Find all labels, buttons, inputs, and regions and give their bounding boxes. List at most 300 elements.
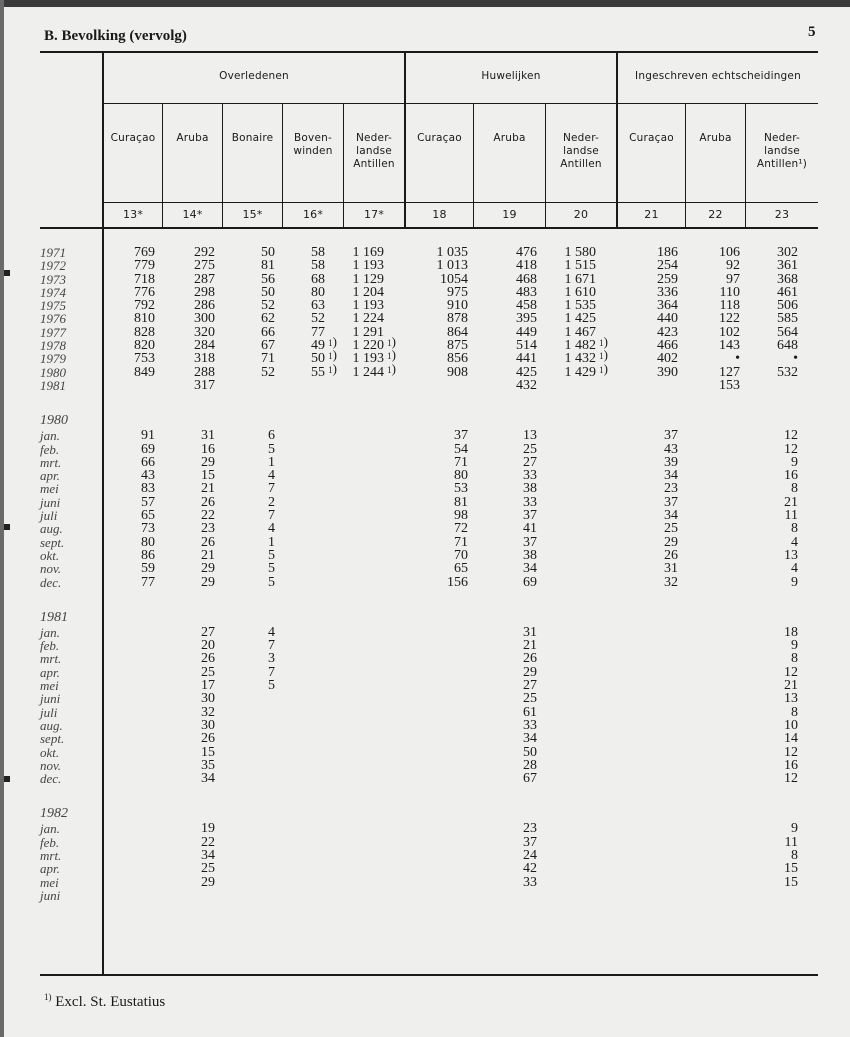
table-cell (545, 509, 616, 522)
table-cell: 42 (523, 861, 537, 877)
table-cell: 284 (194, 338, 215, 354)
table-cell: 80 (454, 468, 468, 484)
table-cell (545, 706, 616, 719)
table-cell: 26 (201, 651, 215, 667)
table-cell: 11 (784, 508, 798, 524)
row-label: 1972 (40, 258, 66, 274)
table-cell (343, 496, 404, 509)
row-label: juni (40, 887, 61, 903)
table-cell: 336 (657, 284, 678, 300)
table-cell: 31 (664, 561, 678, 577)
table-cell: 8 (791, 651, 798, 667)
row-label: mrt. (40, 847, 62, 863)
table-cell (102, 706, 162, 719)
footnote-ref: 1) (599, 334, 608, 350)
table-cell: 300 (194, 311, 215, 327)
table-cell: 849 (134, 364, 155, 380)
table-cell (102, 732, 162, 745)
table-cell: 35 (201, 757, 215, 773)
column-number: 18 (432, 208, 447, 221)
table-cell: 26 (201, 534, 215, 550)
table-cell: 9 (791, 574, 798, 590)
table-cell: 41 (523, 521, 537, 537)
table-cell (222, 719, 282, 732)
table-cell (685, 456, 745, 469)
footnote-ref: 1) (328, 334, 337, 350)
table-cell (102, 889, 162, 902)
table-cell (102, 639, 162, 652)
table-cell (282, 732, 343, 745)
table-cell: 1 467 (564, 324, 596, 340)
table-cell: 476 (516, 245, 537, 260)
table-cell (545, 876, 616, 889)
table-cell: 16 (784, 468, 798, 484)
table-cell: 1 482 1) (564, 334, 608, 354)
row-label: dec. (40, 574, 62, 590)
row-label: 1975 (40, 298, 66, 314)
table-cell: 1 204 (352, 284, 384, 300)
table-cell: 1 013 (436, 258, 468, 274)
column-number: 15* (242, 208, 263, 221)
row-label: 1977 (40, 324, 66, 340)
table-cell (685, 862, 745, 875)
table-cell: 449 (516, 324, 537, 340)
table-cell: 9 (791, 638, 798, 654)
table-row (40, 889, 818, 902)
scan-left-edge (0, 0, 4, 1037)
table-cell: 26 (201, 731, 215, 747)
table-cell (685, 759, 745, 772)
table-cell (222, 836, 282, 849)
footnote-ref: 1) (599, 347, 608, 363)
column-header-line: Aruba (699, 132, 732, 144)
table-cell (282, 443, 343, 456)
table-cell: 25 (523, 441, 537, 457)
column-number: 23 (774, 208, 790, 221)
table-cell: • (793, 351, 798, 367)
row-label: apr. (40, 861, 60, 877)
table-cell (685, 639, 745, 652)
table-cell: 1 220 1) (352, 334, 396, 354)
table-cell: 32 (664, 574, 678, 590)
section-year-heading: 1981 (40, 609, 68, 625)
table-cell: 820 (134, 338, 155, 354)
table-cell: 49 1) (311, 334, 337, 354)
table-cell: 21 (201, 481, 215, 497)
page-title: B. Bevolking (vervolg) (44, 28, 187, 44)
table-cell (282, 509, 343, 522)
table-cell (102, 626, 162, 639)
table-cell (545, 732, 616, 745)
column-header (104, 132, 162, 145)
table-cell: 828 (134, 324, 155, 340)
table-cell (685, 679, 745, 692)
table-cell (685, 496, 745, 509)
table-cell: 25 (523, 691, 537, 707)
table-cell (545, 746, 616, 759)
table-cell: 461 (777, 284, 798, 300)
table-cell: 4 (791, 534, 798, 550)
table-cell: 1 129 (352, 271, 384, 287)
table-cell: 33 (523, 874, 537, 890)
row-label: mei (40, 678, 59, 694)
column-header-line: Neder- (562, 132, 600, 144)
table-cell (404, 836, 473, 849)
table-cell: 106 (719, 245, 740, 260)
table-cell (616, 706, 685, 719)
table-cell: 425 (516, 364, 537, 380)
table-cell (102, 822, 162, 835)
table-cell (473, 889, 545, 902)
table-cell (685, 746, 745, 759)
table-cell: 43 (664, 441, 678, 457)
row-label: 1980 (40, 364, 66, 380)
table-cell (616, 626, 685, 639)
table-cell: 1 035 (436, 245, 468, 260)
table-section (40, 611, 818, 786)
table-cell (404, 876, 473, 889)
table-cell: 11 (784, 834, 798, 850)
table-cell: 37 (523, 534, 537, 550)
table-cell: 33 (523, 717, 537, 733)
row-label: apr. (40, 664, 60, 680)
table-cell (343, 639, 404, 652)
table-cell (222, 379, 282, 392)
table-cell: 298 (194, 284, 215, 300)
table-cell: 585 (777, 311, 798, 327)
row-label: apr. (40, 468, 60, 484)
row-label: feb. (40, 834, 60, 850)
table-cell (745, 379, 818, 392)
table-cell (685, 772, 745, 785)
table-cell (282, 876, 343, 889)
table-cell: 5 (268, 574, 275, 590)
table-cell: 18 (784, 624, 798, 640)
table-cell: 368 (777, 271, 798, 287)
row-label: nov. (40, 757, 62, 773)
table-cell: 810 (134, 311, 155, 327)
table-cell: 61 (523, 704, 537, 720)
table-cell: 86 (141, 547, 155, 563)
table-cell (102, 836, 162, 849)
table-cell (343, 469, 404, 482)
table-cell: 29 (201, 454, 215, 470)
column-header (344, 132, 404, 171)
table-cell (685, 876, 745, 889)
table-cell: 1 671 (564, 271, 596, 287)
table-section (40, 414, 818, 589)
table-cell: 779 (134, 258, 155, 274)
table-cell: 1 432 1) (564, 347, 608, 367)
table-cell: 80 (141, 534, 155, 550)
table-cell: 27 (523, 454, 537, 470)
table-cell: 776 (134, 284, 155, 300)
column-header-line: Antillen (353, 158, 395, 170)
row-label: dec. (40, 771, 62, 787)
row-label: 1978 (40, 338, 66, 354)
table-row (40, 326, 818, 339)
table-cell (404, 862, 473, 875)
table-cell: 302 (777, 245, 798, 260)
column-header-line: Aruba (176, 132, 209, 144)
table-cell: 1054 (440, 271, 468, 287)
table-cell (222, 849, 282, 862)
table-cell: 34 (664, 468, 678, 484)
table-row (40, 626, 818, 639)
table-cell: 5 (268, 678, 275, 694)
table-cell: 514 (516, 338, 537, 354)
footnote-marker: 1) (44, 992, 52, 1002)
row-label: 1976 (40, 311, 66, 327)
table-row (40, 259, 818, 272)
column-number: 21 (644, 208, 659, 221)
table-cell (343, 549, 404, 562)
table-cell (616, 732, 685, 745)
table-row (40, 347, 818, 367)
table-row (40, 429, 818, 442)
table-cell (685, 469, 745, 482)
table-cell: 317 (194, 377, 215, 393)
table-cell: 26 (664, 547, 678, 563)
table-cell (282, 706, 343, 719)
table-row (40, 666, 818, 679)
table-cell: 532 (777, 364, 798, 380)
table-cell: 5 (268, 441, 275, 457)
table-row (40, 732, 818, 745)
table-cell (102, 666, 162, 679)
table-row (40, 312, 818, 325)
table-cell (343, 536, 404, 549)
table-cell: 856 (447, 351, 468, 367)
binding-mark (4, 270, 10, 276)
table-cell: 71 (261, 351, 275, 367)
table-row (40, 273, 818, 286)
table-cell (102, 876, 162, 889)
table-cell: 21 (201, 547, 215, 563)
column-header (406, 132, 473, 145)
table-cell: 34 (523, 731, 537, 747)
table-cell (102, 679, 162, 692)
table-row (40, 496, 818, 509)
table-cell: 37 (454, 428, 468, 444)
table-cell: 30 (201, 717, 215, 733)
table-cell: 1 580 (564, 245, 596, 260)
table-row (40, 549, 818, 562)
table-cell (616, 679, 685, 692)
table-cell (343, 692, 404, 705)
table-cell: 718 (134, 271, 155, 287)
table-cell: 72 (454, 521, 468, 537)
table-cell: 19 (201, 821, 215, 837)
table-row (40, 562, 818, 575)
row-label: jan. (40, 624, 60, 640)
table-cell: 56 (261, 271, 275, 287)
footnote-ref: 1) (328, 347, 337, 363)
table-cell (343, 876, 404, 889)
table-row (40, 679, 818, 692)
table-cell (343, 732, 404, 745)
table-cell (404, 772, 473, 785)
table-cell (545, 836, 616, 849)
table-cell (685, 443, 745, 456)
table-cell (102, 379, 162, 392)
table-cell: 25 (201, 664, 215, 680)
column-number-rule (102, 202, 818, 203)
table-cell: 441 (516, 351, 537, 367)
table-cell: 22 (201, 834, 215, 850)
header-bottom-rule (40, 227, 818, 229)
table-cell: 910 (447, 298, 468, 314)
table-cell: 65 (454, 561, 468, 577)
table-body (40, 246, 818, 902)
table-cell: 364 (657, 298, 678, 314)
row-label: 1981 (40, 377, 66, 393)
table-cell: 156 (447, 574, 468, 590)
table-cell: 16 (201, 441, 215, 457)
table-cell (545, 626, 616, 639)
table-row (40, 334, 818, 354)
table-cell: 17 (201, 678, 215, 694)
table-cell (222, 759, 282, 772)
table-cell: 12 (784, 744, 798, 760)
table-cell (343, 772, 404, 785)
table-cell (343, 822, 404, 835)
table-cell (343, 562, 404, 575)
table-cell (685, 666, 745, 679)
table-cell (343, 576, 404, 589)
table-cell (616, 876, 685, 889)
table-cell: 58 (311, 245, 325, 260)
table-cell: 92 (726, 258, 740, 274)
table-cell (102, 719, 162, 732)
table-cell: 50 (523, 744, 537, 760)
table-cell: 7 (268, 638, 275, 654)
column-number: 20 (573, 208, 589, 221)
table-cell (102, 862, 162, 875)
table-cell: 25 (201, 861, 215, 877)
table-cell: 38 (523, 481, 537, 497)
table-cell: 418 (516, 258, 537, 274)
table-cell (545, 576, 616, 589)
table-cell: 127 (719, 364, 740, 380)
table-cell: 395 (516, 311, 537, 327)
table-cell (222, 862, 282, 875)
table-cell (404, 666, 473, 679)
table-cell (616, 836, 685, 849)
table-cell (685, 536, 745, 549)
table-cell: 10 (784, 717, 798, 733)
column-header-line: Aruba (493, 132, 526, 144)
table-cell: 5 (268, 547, 275, 563)
table-cell (282, 482, 343, 495)
table-cell (222, 889, 282, 902)
column-header (474, 132, 545, 145)
table-cell (685, 849, 745, 862)
table-cell: 1 244 1) (352, 360, 396, 380)
table-cell: 37 (664, 428, 678, 444)
row-label: feb. (40, 441, 60, 457)
table-cell (343, 706, 404, 719)
table-cell: 15 (201, 468, 215, 484)
table-cell: 1 169 (352, 245, 384, 260)
table-cell (685, 719, 745, 732)
table-row (40, 456, 818, 469)
footnote-ref: 1) (387, 347, 396, 363)
table-cell: 33 (523, 468, 537, 484)
table-cell: 21 (784, 494, 798, 510)
footnote-ref: 1) (387, 360, 396, 376)
column-number: 19 (502, 208, 517, 221)
footnote (44, 992, 165, 1011)
table-cell: 466 (657, 338, 678, 354)
table-row (40, 639, 818, 652)
table-cell (404, 889, 473, 902)
table-cell (343, 849, 404, 862)
row-label: juni (40, 691, 61, 707)
footnote-ref: 1) (328, 360, 337, 376)
table-cell (685, 822, 745, 835)
column-header-line: landse (563, 145, 599, 157)
table-cell: 62 (261, 311, 275, 327)
table-cell (282, 836, 343, 849)
table-row (40, 759, 818, 772)
table-row (40, 286, 818, 299)
table-cell (545, 639, 616, 652)
table-cell: 186 (657, 245, 678, 260)
table-cell: 402 (657, 351, 678, 367)
table-cell (545, 889, 616, 902)
table-cell (102, 692, 162, 705)
table-cell: 29 (201, 561, 215, 577)
table-cell (222, 732, 282, 745)
table-cell (343, 509, 404, 522)
table-cell (545, 652, 616, 665)
table-cell (616, 772, 685, 785)
table-cell (685, 482, 745, 495)
table-section (40, 807, 818, 902)
table-cell: 43 (141, 468, 155, 484)
row-label: 1971 (40, 245, 66, 260)
table-cell (102, 746, 162, 759)
table-cell (404, 692, 473, 705)
table-cell (545, 522, 616, 535)
table-row (40, 719, 818, 732)
table-cell: 102 (719, 324, 740, 340)
table-cell (404, 626, 473, 639)
table-cell: 4 (268, 624, 275, 640)
table-cell (404, 652, 473, 665)
table-cell: 77 (311, 324, 325, 340)
table-cell (282, 759, 343, 772)
table-cell (685, 706, 745, 719)
table-cell: 31 (523, 624, 537, 640)
table-cell: 4 (268, 468, 275, 484)
table-cell: 71 (454, 454, 468, 470)
table-cell (545, 692, 616, 705)
table-cell (282, 652, 343, 665)
table-cell: 22 (201, 508, 215, 524)
column-number: 16* (302, 208, 324, 221)
table-cell: 16 (784, 757, 798, 773)
table-cell: 1 610 (564, 284, 596, 300)
table-cell: 57 (141, 494, 155, 510)
group-header-rule (102, 103, 818, 104)
table-cell: 8 (791, 521, 798, 537)
table-cell (282, 862, 343, 875)
table-cell (282, 549, 343, 562)
table-cell: 91 (141, 428, 155, 444)
table-cell: 32 (201, 704, 215, 720)
